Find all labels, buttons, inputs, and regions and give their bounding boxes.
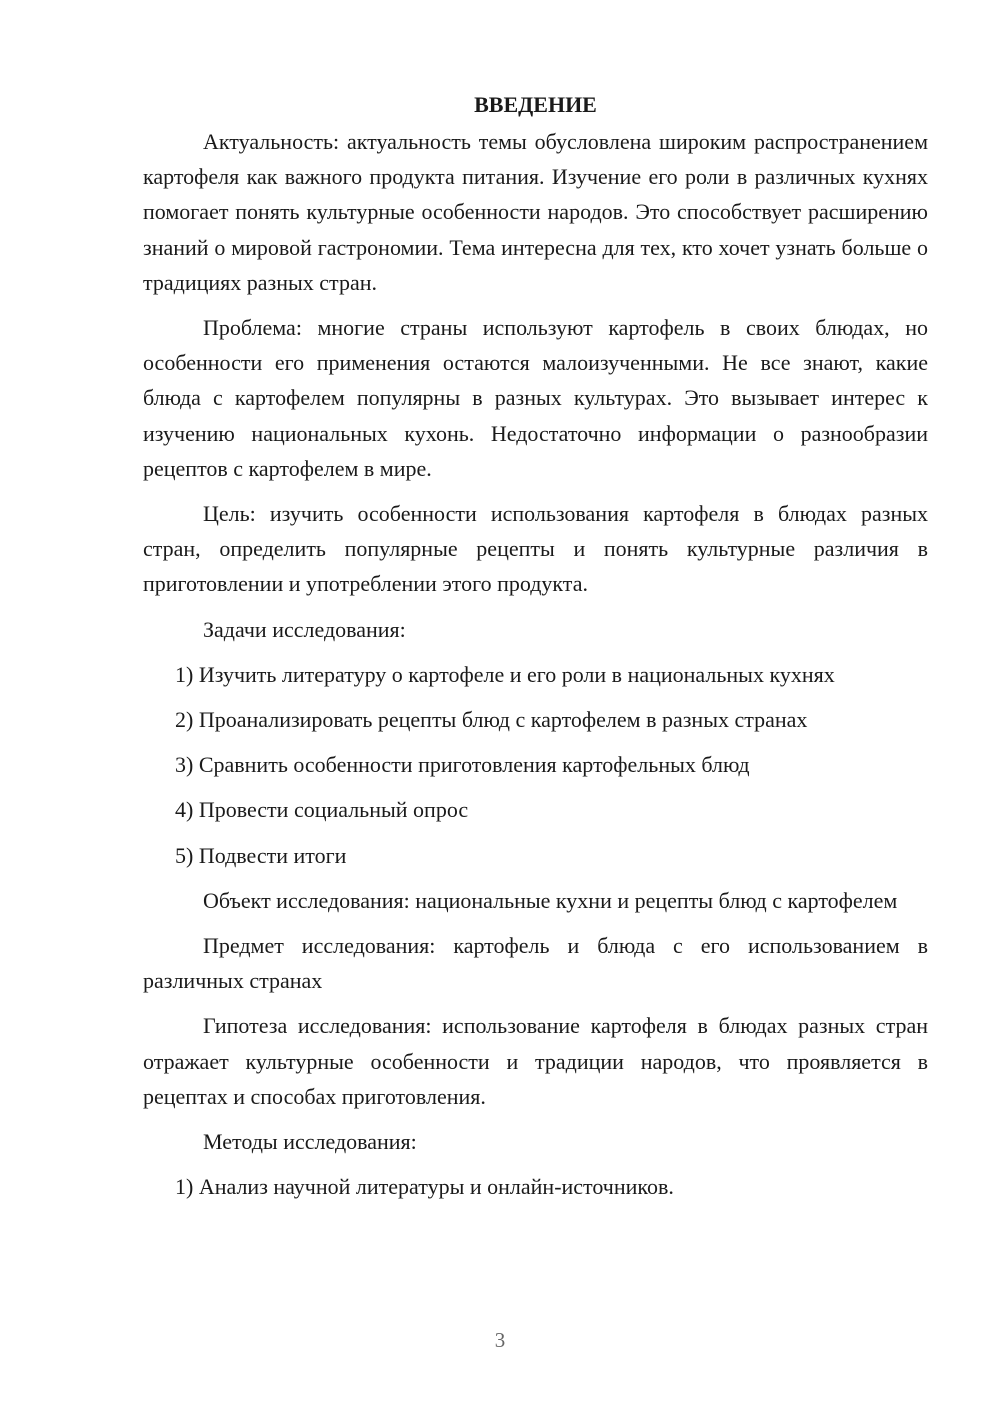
document-page — [143, 88, 928, 1214]
page-number: 3 — [494, 1328, 506, 1352]
methods-heading: Методы исследования: — [203, 1129, 417, 1155]
paragraph-subject: Предмет исследования: картофель и блюда с его использованием в различных странах — [143, 933, 928, 994]
paragraph-goal: Цель: изучить особенности использования картофеля в блюдах разных стран, определить популярные рецепты и понять культурные различия в приготовлении и употреблении этого продукта. — [143, 501, 928, 597]
paragraph-actuality: Актуальность: актуальность темы обусловлена широким распространением картофеля как важного продукта питания. Изучение его роли в различных кухнях помогает понять культурные особенности народов. Это способствует расширению знаний о мировой гастрономии. Тема интересна для тех, кто хочет узнать больше о традициях разных стран. — [143, 129, 928, 295]
task-item: 5) Подвести итоги — [175, 842, 347, 868]
page-title: ВВЕДЕНИЕ — [474, 92, 597, 117]
task-item: 4) Провести социальный опрос — [175, 797, 469, 823]
methods-list — [143, 1169, 928, 1204]
tasks-list — [143, 657, 928, 873]
paragraph-problem: Проблема: многие страны используют картофель в своих блюдах, но особенности его применения остаются малоизученными. Не все знают, какие блюда с картофелем популярны в разных культурах. Это вызывает интерес к изучению национальных кухонь. Недостаточно информации о разнообразии рецептов с картофелем в мире. — [143, 315, 928, 481]
paragraph-hypothesis: Гипотеза исследования: использование картофеля в блюдах разных стран отражает культурные особенности и традиции народов, что проявляется в рецептах и способах приготовления. — [143, 1013, 928, 1109]
method-item: 1) Анализ научной литературы и онлайн-источников. — [175, 1174, 674, 1200]
task-item: 1) Изучить литературу о картофеле и его роли в национальных кухнях — [175, 661, 835, 687]
task-item: 2) Проанализировать рецепты блюд с картофелем в разных странах — [175, 707, 808, 733]
paragraph-object: Объект исследования: национальные кухни и рецепты блюд с картофелем — [203, 887, 898, 913]
tasks-heading: Задачи исследования: — [203, 616, 406, 642]
task-item: 3) Сравнить особенности приготовления картофельных блюд — [175, 752, 750, 778]
